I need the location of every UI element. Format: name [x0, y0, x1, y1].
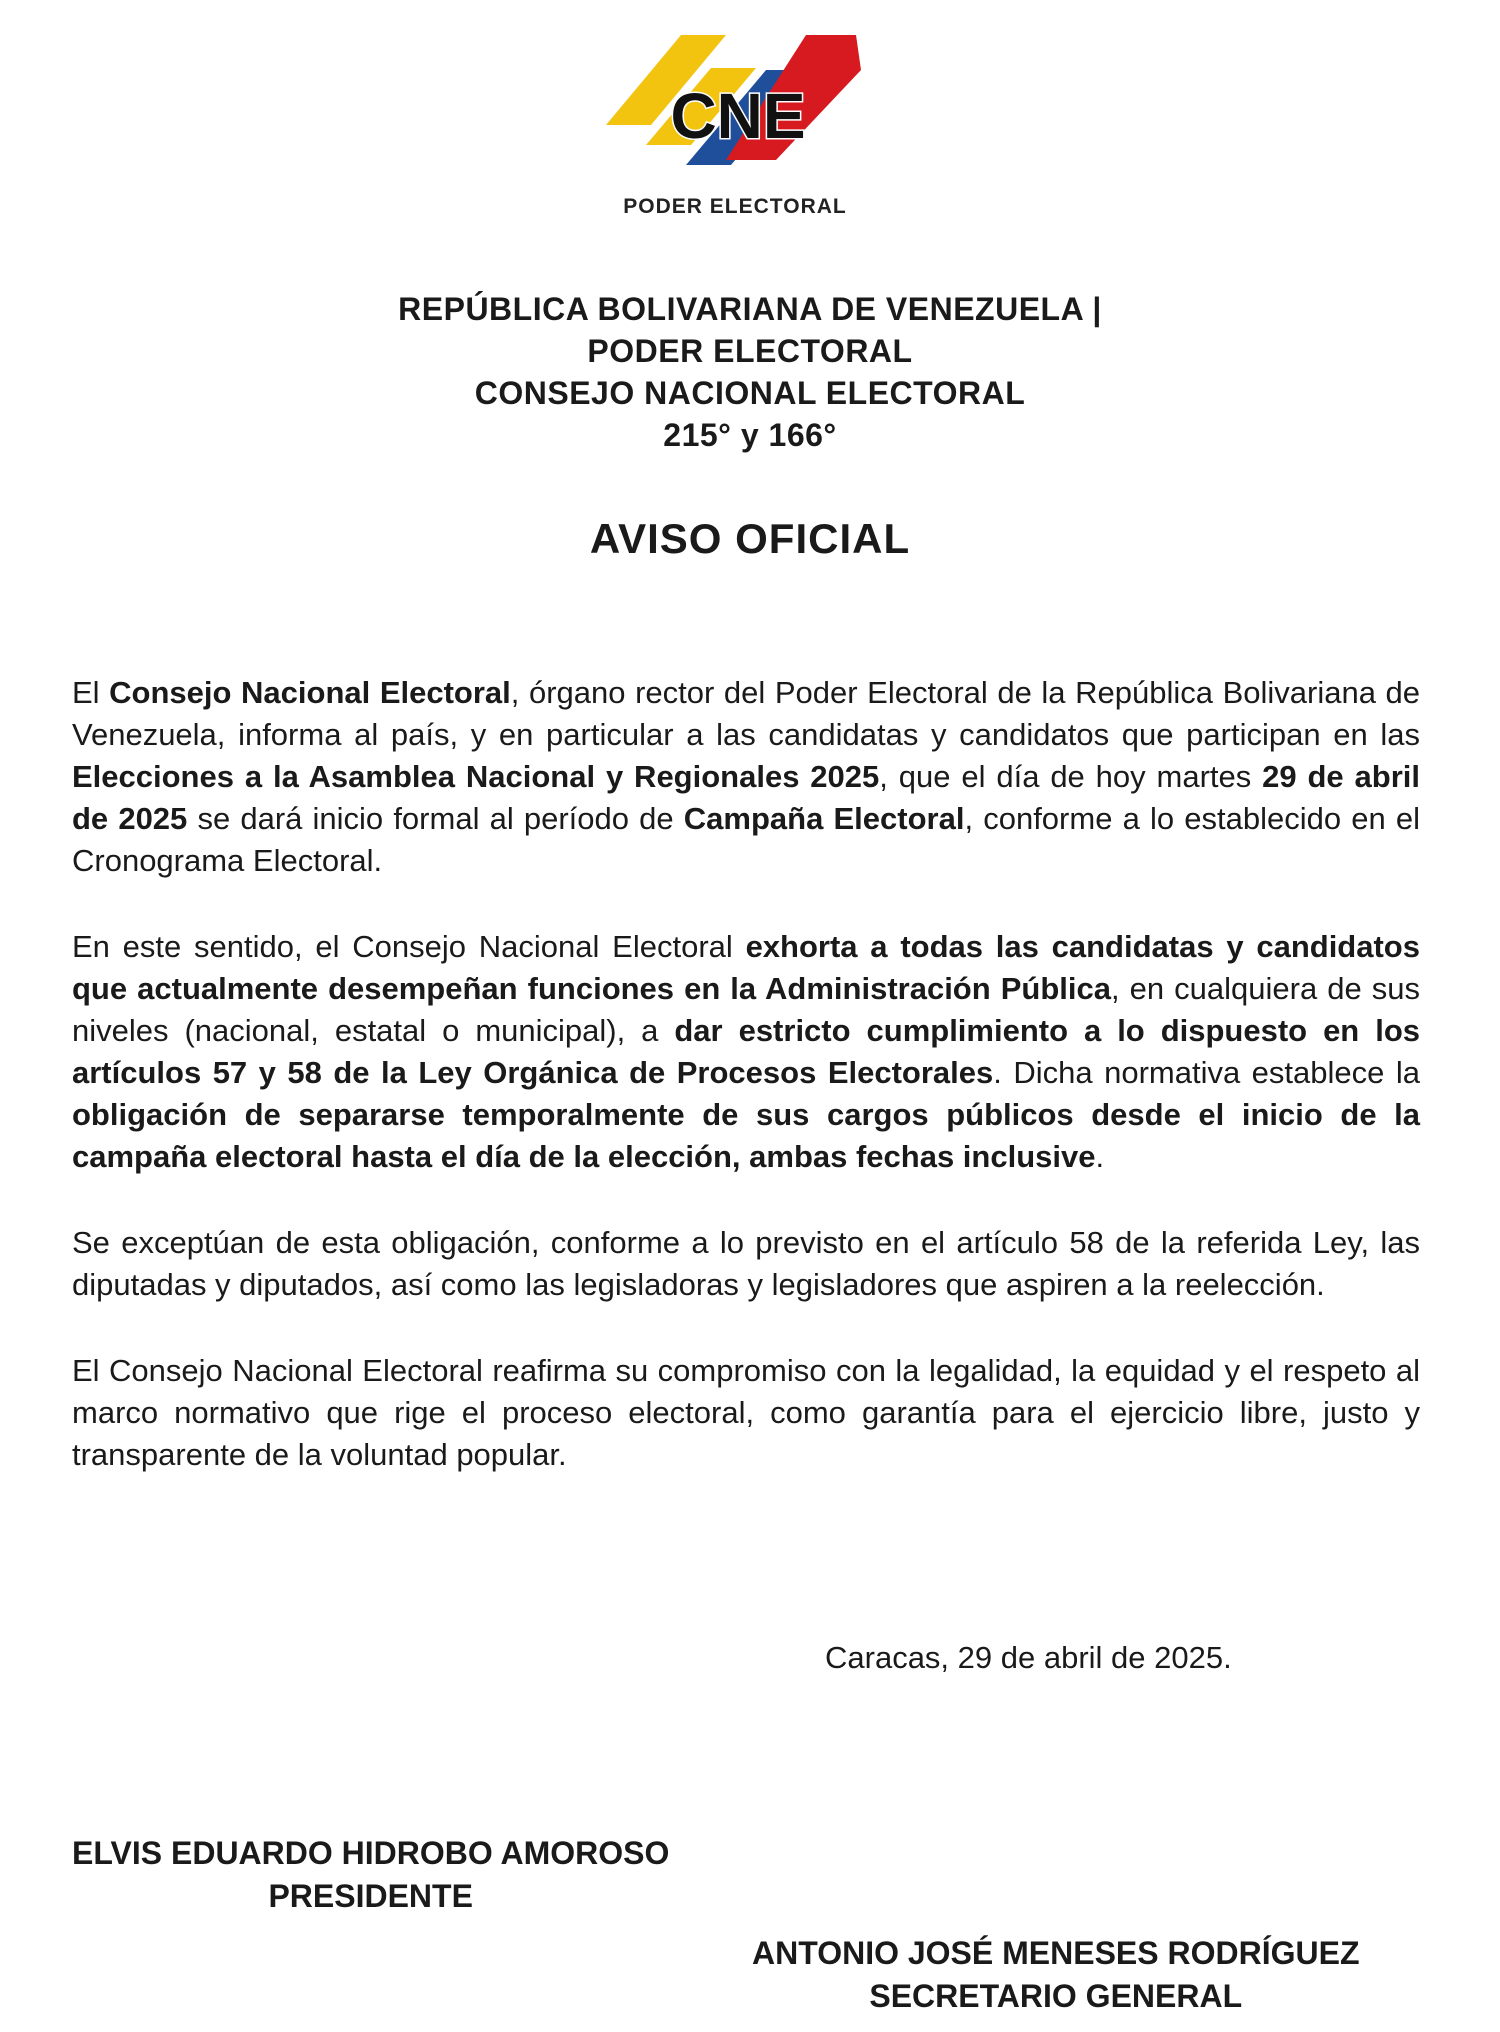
cne-logo-graphic: [600, 30, 870, 190]
secretary-role: SECRETARIO GENERAL: [869, 1978, 1243, 2014]
p1-text-3: , que el día de hoy martes: [879, 759, 1263, 794]
place-and-date: Caracas, 29 de abril de 2025.: [825, 1640, 1232, 1675]
p1-bold-3: 29 de abril de 2025: [72, 759, 1421, 836]
p2-text-4: .: [1095, 1139, 1105, 1174]
p2-bold-1: exhorta a todas las candidatas y candidatos que actualmente desempeñan funciones en la Administración Pública: [72, 929, 1420, 1006]
p1-text-5: , conforme a lo establecido en el Cronograma Electoral.: [72, 801, 1420, 878]
signature-secretary: [752, 1932, 1360, 2018]
header-institution: CONSEJO NACIONAL ELECTORAL: [474, 375, 1026, 411]
p2-bold-3: obligación de separarse temporalmente de sus cargos públicos desde el inicio de la campaña electoral hasta el día de la elección, ambas fechas inclusive: [72, 1097, 1420, 1174]
p1-text-2: , órgano rector del Poder Electoral de la República Bolivariana de Venezuela, informa al país, y en particular a las candidatas y candidatos que participan en las: [72, 675, 1421, 752]
header-years: 215° y 166°: [663, 417, 837, 453]
p1-text-4: se dará inicio formal al período de: [187, 801, 684, 836]
header-branch: PODER ELECTORAL: [587, 333, 913, 369]
secretary-name: ANTONIO JOSÉ MENESES RODRÍGUEZ: [752, 1935, 1360, 1971]
paragraph-3: Se exceptúan de esta obligación, conforme a lo previsto en el artículo 58 de la referida Ley, las diputadas y diputados, así como las legisladoras y legisladores que aspiren a la reelección.: [72, 1225, 1420, 1302]
president-name: ELVIS EDUARDO HIDROBO AMOROSO: [72, 1835, 670, 1871]
p1-text-1: El: [72, 675, 110, 710]
cne-logo: [600, 30, 870, 230]
document-header: [0, 288, 1500, 456]
p1-bold-1: Consejo Nacional Electoral: [109, 675, 511, 710]
p1-bold-2: Elecciones a la Asamblea Nacional y Regionales 2025: [72, 759, 880, 794]
p1-bold-4: Campaña Electoral: [683, 801, 965, 836]
p2-text-2: , en cualquiera de sus niveles (nacional, estatal o municipal), a: [72, 971, 1420, 1048]
signature-president: [72, 1832, 669, 1918]
paragraph-2: [72, 926, 1420, 1178]
p2-bold-2: dar estricto cumplimiento a lo dispuesto en los artículos 57 y 58 de la Ley Orgánica de Procesos Electorales: [72, 1013, 1420, 1090]
paragraph-1: [72, 672, 1420, 882]
logo-subtitle: PODER ELECTORAL: [623, 195, 847, 218]
logo-letters: CNE: [670, 80, 806, 152]
document-title: AVISO OFICIAL: [589, 515, 911, 562]
p2-text-1: En este sentido, el Consejo Nacional Electoral: [72, 929, 746, 964]
president-role: PRESIDENTE: [268, 1878, 473, 1914]
document-body: [72, 672, 1420, 1520]
header-country: REPÚBLICA BOLIVARIANA DE VENEZUELA |: [398, 291, 1102, 327]
p2-text-3: . Dicha normativa establece la: [993, 1055, 1420, 1090]
paragraph-4: El Consejo Nacional Electoral reafirma su compromiso con la legalidad, la equidad y el respeto al marco normativo que rige el proceso electoral, como garantía para el ejercicio libre, justo y transparente de la voluntad popular.: [72, 1353, 1420, 1472]
